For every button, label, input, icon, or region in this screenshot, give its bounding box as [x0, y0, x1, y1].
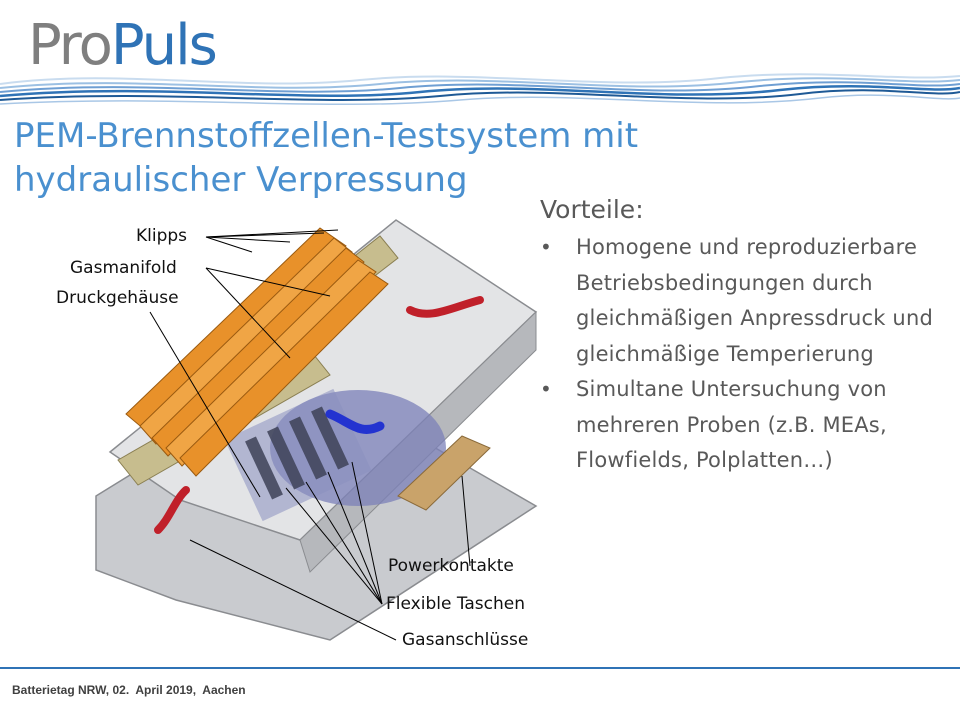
logo-puls-text: Puls — [110, 13, 216, 78]
advantages-list — [540, 230, 950, 479]
advantage-item-2: • Simultane Untersuchung von mehreren Proben (z.B. MEAs, Flowfields, Polplatten…) — [540, 372, 950, 479]
logo-pro-text: Pro — [28, 13, 111, 78]
label-gasmanifold: Gasmanifold — [70, 258, 177, 278]
slide-title — [14, 114, 714, 202]
footer-text: Batterietag NRW, 02. April 2019, Aachen — [12, 683, 246, 697]
advantage-item-1: • Homogene und reproduzierbare Betriebsbedingungen durch gleichmäßigen Anpressdruck und gleichmäßige Temperierung — [540, 230, 950, 372]
advantages-heading: Vorteile: — [540, 195, 644, 224]
label-klipps: Klipps — [136, 226, 188, 246]
label-druckgehaeuse: Druckgehäuse — [56, 288, 179, 308]
title-line-2: hydraulischer Verpressung — [14, 160, 468, 200]
footer-divider — [0, 667, 960, 669]
label-flexible-taschen: Flexible Taschen — [386, 594, 526, 614]
title-line-1: PEM-Brennstoffzellen-Testsystem mit — [14, 116, 639, 156]
header-wave-decoration — [0, 62, 960, 122]
label-powerkontakte: Powerkontakte — [388, 556, 514, 576]
advantages-panel — [540, 194, 950, 479]
label-gasanschluesse: Gasanschlüsse — [402, 630, 529, 650]
